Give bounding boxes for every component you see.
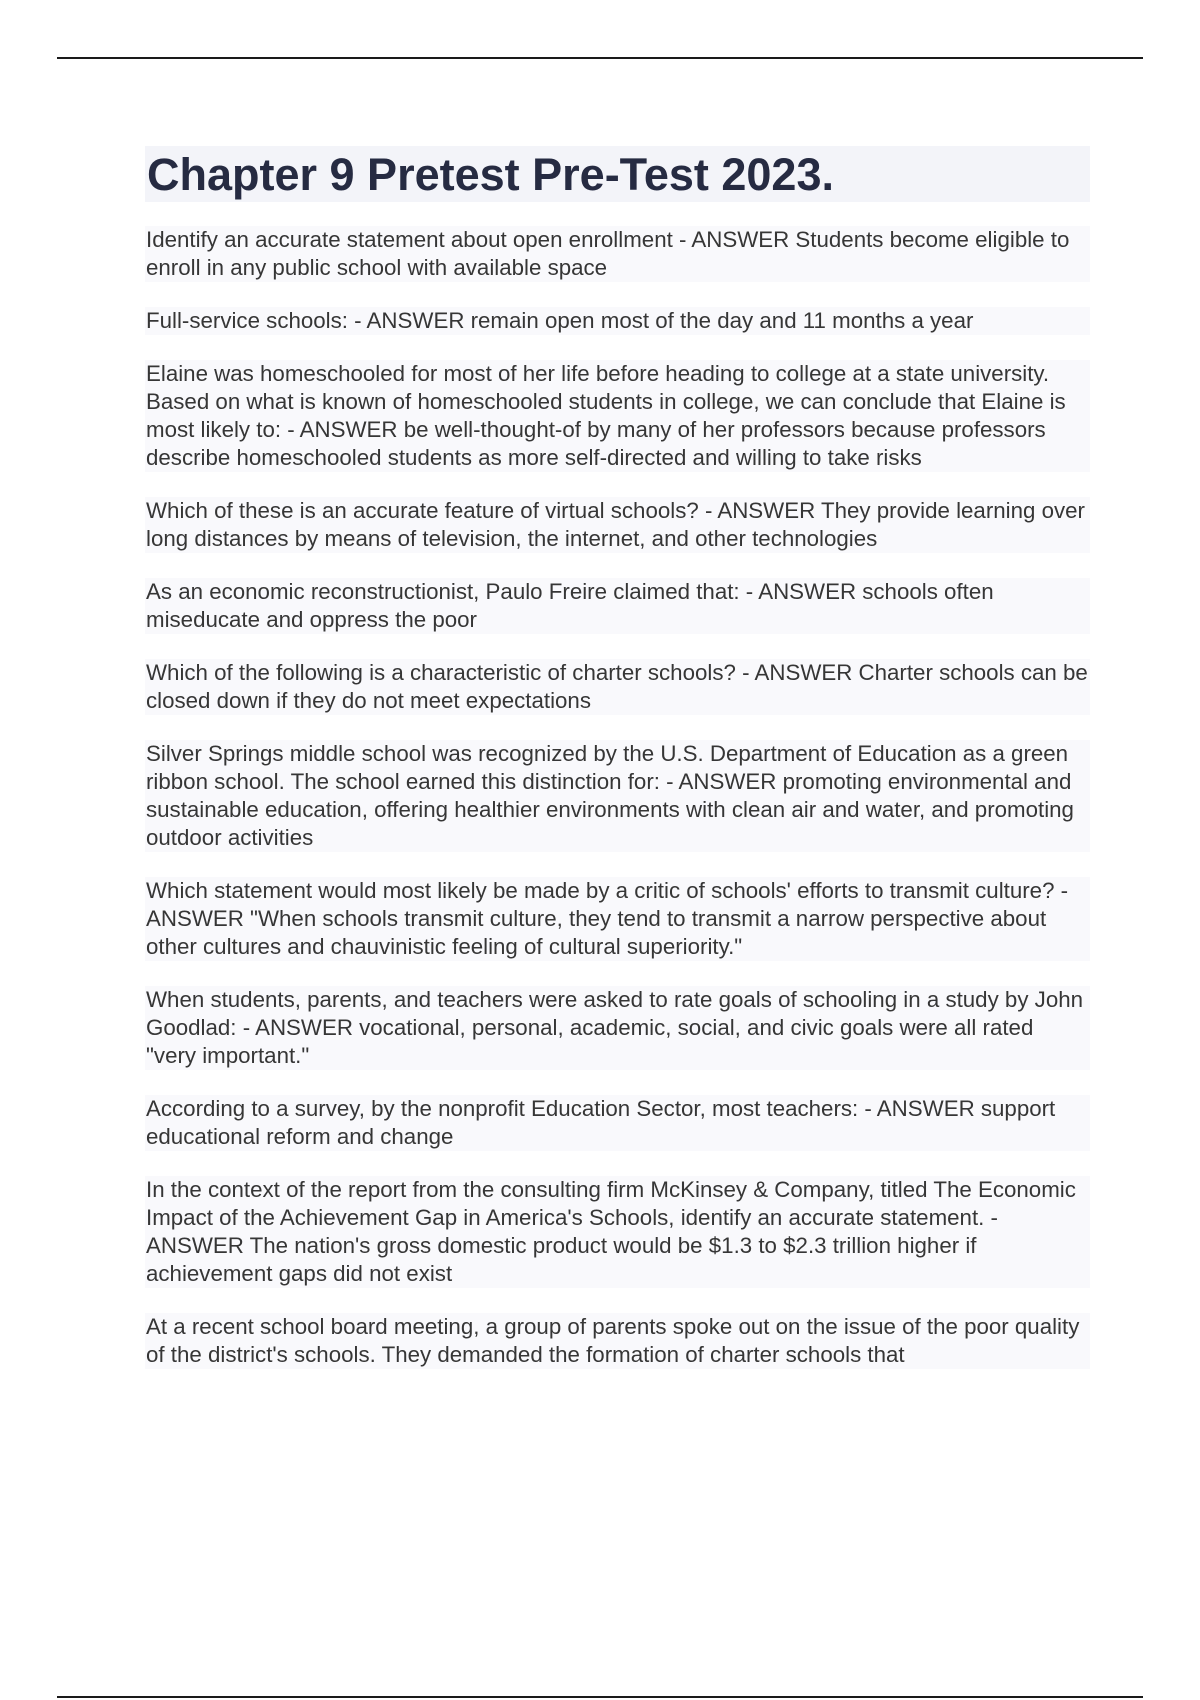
qa-item: As an economic reconstructionist, Paulo Freire claimed that: - ANSWER schools often miseducate and oppress the poor xyxy=(145,578,1090,634)
qa-item: Which statement would most likely be made by a critic of schools' efforts to transmit culture? - ANSWER "When schools transmit culture, they tend to transmit a narrow perspective about other cultures and chauvinistic feeling of cultural superiority." xyxy=(145,877,1090,961)
qa-item: At a recent school board meeting, a group of parents spoke out on the issue of the poor quality of the district's schools. They demanded the formation of charter schools that xyxy=(145,1313,1090,1369)
qa-item: Silver Springs middle school was recognized by the U.S. Department of Education as a green ribbon school. The school earned this distinction for: - ANSWER promoting environmental and sustainable education, offering healthier environments with clean air and water, and promoting outdoor activities xyxy=(145,740,1090,852)
qa-item: Elaine was homeschooled for most of her life before heading to college at a state university. Based on what is known of homeschooled students in college, we can conclude that Elaine is most likely to: - ANSWER be well-thought-of by many of her professors because professors describe homeschooled students as more self-directed and willing to take risks xyxy=(145,360,1090,472)
qa-item: Which of these is an accurate feature of virtual schools? - ANSWER They provide learning over long distances by means of television, the internet, and other technologies xyxy=(145,497,1090,553)
top-divider xyxy=(57,57,1143,59)
qa-item: When students, parents, and teachers were asked to rate goals of schooling in a study by John Goodlad: - ANSWER vocational, personal, academic, social, and civic goals were all rated "very important." xyxy=(145,986,1090,1070)
qa-item: Which of the following is a characteristic of charter schools? - ANSWER Charter schools can be closed down if they do not meet expectations xyxy=(145,659,1090,715)
qa-item: Full-service schools: - ANSWER remain open most of the day and 11 months a year xyxy=(145,307,1090,335)
document-title: Chapter 9 Pretest Pre-Test 2023. xyxy=(145,146,1090,202)
qa-item: In the context of the report from the consulting firm McKinsey & Company, titled The Economic Impact of the Achievement Gap in America's Schools, identify an accurate statement. - ANSWER The nation's gross domestic product would be $1.3 to $2.3 trillion higher if achievement gaps did not exist xyxy=(145,1176,1090,1288)
document-body xyxy=(145,146,1090,1394)
qa-item: According to a survey, by the nonprofit Education Sector, most teachers: - ANSWER support educational reform and change xyxy=(145,1095,1090,1151)
qa-item: Identify an accurate statement about open enrollment - ANSWER Students become eligible to enroll in any public school with available space xyxy=(145,226,1090,282)
bottom-divider xyxy=(57,1696,1143,1698)
